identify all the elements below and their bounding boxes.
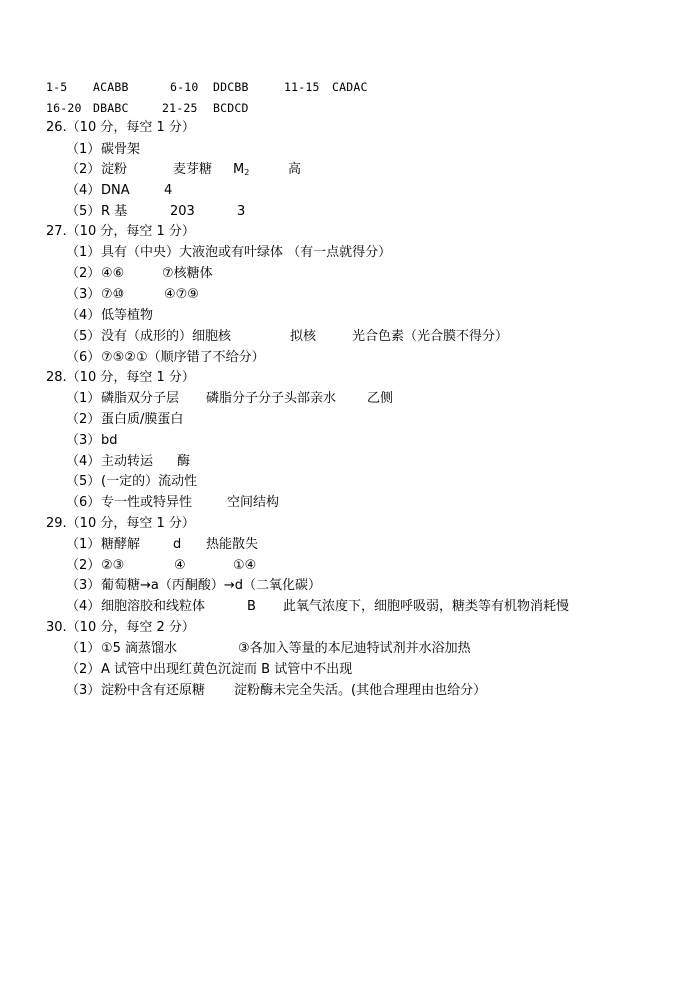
sub-number: （5） [66, 204, 101, 219]
answer-text: 乙侧 [367, 391, 394, 406]
answer-text: 光合色素（光合膜不得分） [352, 329, 509, 344]
range-label: 16-20 [46, 101, 82, 115]
sub-number: （6） [66, 495, 101, 510]
answer-text: 碳骨架 [101, 142, 141, 157]
answer-group: DDCBB [213, 80, 249, 94]
sub-number: （3） [66, 578, 101, 593]
answer-text: ⑦⑩ [101, 287, 125, 302]
sub-number: （2） [66, 412, 101, 427]
sub-number: （1） [66, 391, 101, 406]
sub-number: （1） [66, 641, 101, 656]
answer-text: ④ [174, 558, 186, 573]
sub-number: （4） [66, 308, 101, 323]
answer-text: ③各加入等量的本尼迪特试剂并水浴加热 [238, 641, 471, 656]
sub-number: （2） [66, 662, 101, 677]
answer-text: 磷脂双分子层 [101, 391, 180, 406]
answer-text: 专一性或特异性 [101, 495, 193, 510]
answer-group: ACABB [93, 80, 129, 94]
answer-text: 细胞溶胶和线粒体 [101, 599, 206, 614]
answer-text: (一定的）流动性 [101, 474, 198, 489]
answer-text: 磷脂分子分子头部亲水 [206, 391, 337, 406]
answer-text: 高 [288, 162, 302, 177]
sub-number: （5） [66, 474, 101, 489]
question-title: 29.（10 分，每空 1 分） [46, 516, 195, 531]
answer-text [233, 160, 249, 183]
sub-number: （1） [66, 142, 101, 157]
answer-text: 蛋白质/膜蛋白 [101, 412, 184, 427]
answer-text: 主动转运 [101, 454, 154, 469]
sub-number: （4） [66, 599, 101, 614]
answer-text: 葡萄糖→a（丙酮酸）→d（二氧化碳） [101, 578, 322, 593]
sub-number: （2） [66, 558, 101, 573]
answer-symbol: M [233, 162, 245, 177]
sub-number: （4） [66, 183, 101, 198]
sub-number: （5） [66, 329, 101, 344]
answer-text: DNA [101, 183, 130, 198]
sub-number: （3） [66, 683, 101, 698]
sub-number: （1） [66, 245, 101, 260]
range-label: 1-5 [46, 80, 68, 94]
answer-text: B [247, 599, 256, 614]
range-label: 21-25 [162, 101, 198, 115]
range-label: 6-10 [170, 80, 199, 94]
answer-text: 低等植物 [101, 308, 154, 323]
answer-text: 空间结构 [227, 495, 280, 510]
subscript: 2 [244, 168, 250, 177]
answer-text: 没有（成形的）细胞核 [101, 329, 232, 344]
sub-number: （1） [66, 537, 101, 552]
question-title: 26.（10 分，每空 1 分） [46, 120, 195, 135]
answer-text: 203 [170, 204, 195, 219]
sub-number: （4） [66, 454, 101, 469]
answer-text: 淀粉酶未完全失活。(其他合理理由也给分） [234, 683, 487, 698]
answer-text: 酶 [177, 454, 191, 469]
answer-text: ⑦⑤②①（顺序错了不给分） [101, 350, 265, 365]
answer-text: 具有（中央）大液泡或有叶绿体 （有一点就得分） [101, 245, 392, 260]
answer-text: R 基 [101, 204, 128, 219]
answer-text: ④⑥ [101, 266, 125, 281]
answer-text: ⑦核糖体 [162, 266, 213, 281]
sub-number: （2） [66, 162, 101, 177]
answer-group: DBABC [93, 101, 129, 115]
answer-text: bd [101, 433, 118, 448]
answer-text: 此氧气浓度下，细胞呼吸弱，糖类等有机物消耗慢 [283, 599, 570, 614]
answer-text: 淀粉中含有还原糖 [101, 683, 206, 698]
answer-text: d [173, 537, 182, 552]
answer-text: 淀粉 [101, 162, 128, 177]
range-label: 11-15 [284, 80, 320, 94]
answer-text: ②③ [101, 558, 125, 573]
answer-text: ④⑦⑨ [164, 287, 199, 302]
question-title: 28.（10 分，每空 1 分） [46, 370, 195, 385]
answer-group: BCDCD [213, 101, 249, 115]
answer-text: ①5 滴蒸馏水 [101, 641, 178, 656]
answer-text: 热能散失 [206, 537, 259, 552]
answer-text: 麦芽糖 [173, 162, 213, 177]
sub-number: （3） [66, 433, 101, 448]
answer-text: A 试管中出现红黄色沉淀而 B 试管中不出现 [101, 662, 353, 677]
answer-text: 拟核 [290, 329, 317, 344]
answer-text: 4 [164, 183, 173, 198]
question-title: 30.（10 分，每空 2 分） [46, 620, 195, 635]
answer-group: CADAC [332, 80, 368, 94]
sub-number: （2） [66, 266, 101, 281]
answer-text: ①④ [233, 558, 257, 573]
answer-text: 3 [237, 204, 246, 219]
sub-number: （6） [66, 350, 101, 365]
question-title: 27.（10 分，每空 1 分） [46, 224, 195, 239]
answer-text: 糖酵解 [101, 537, 141, 552]
sub-number: （3） [66, 287, 101, 302]
